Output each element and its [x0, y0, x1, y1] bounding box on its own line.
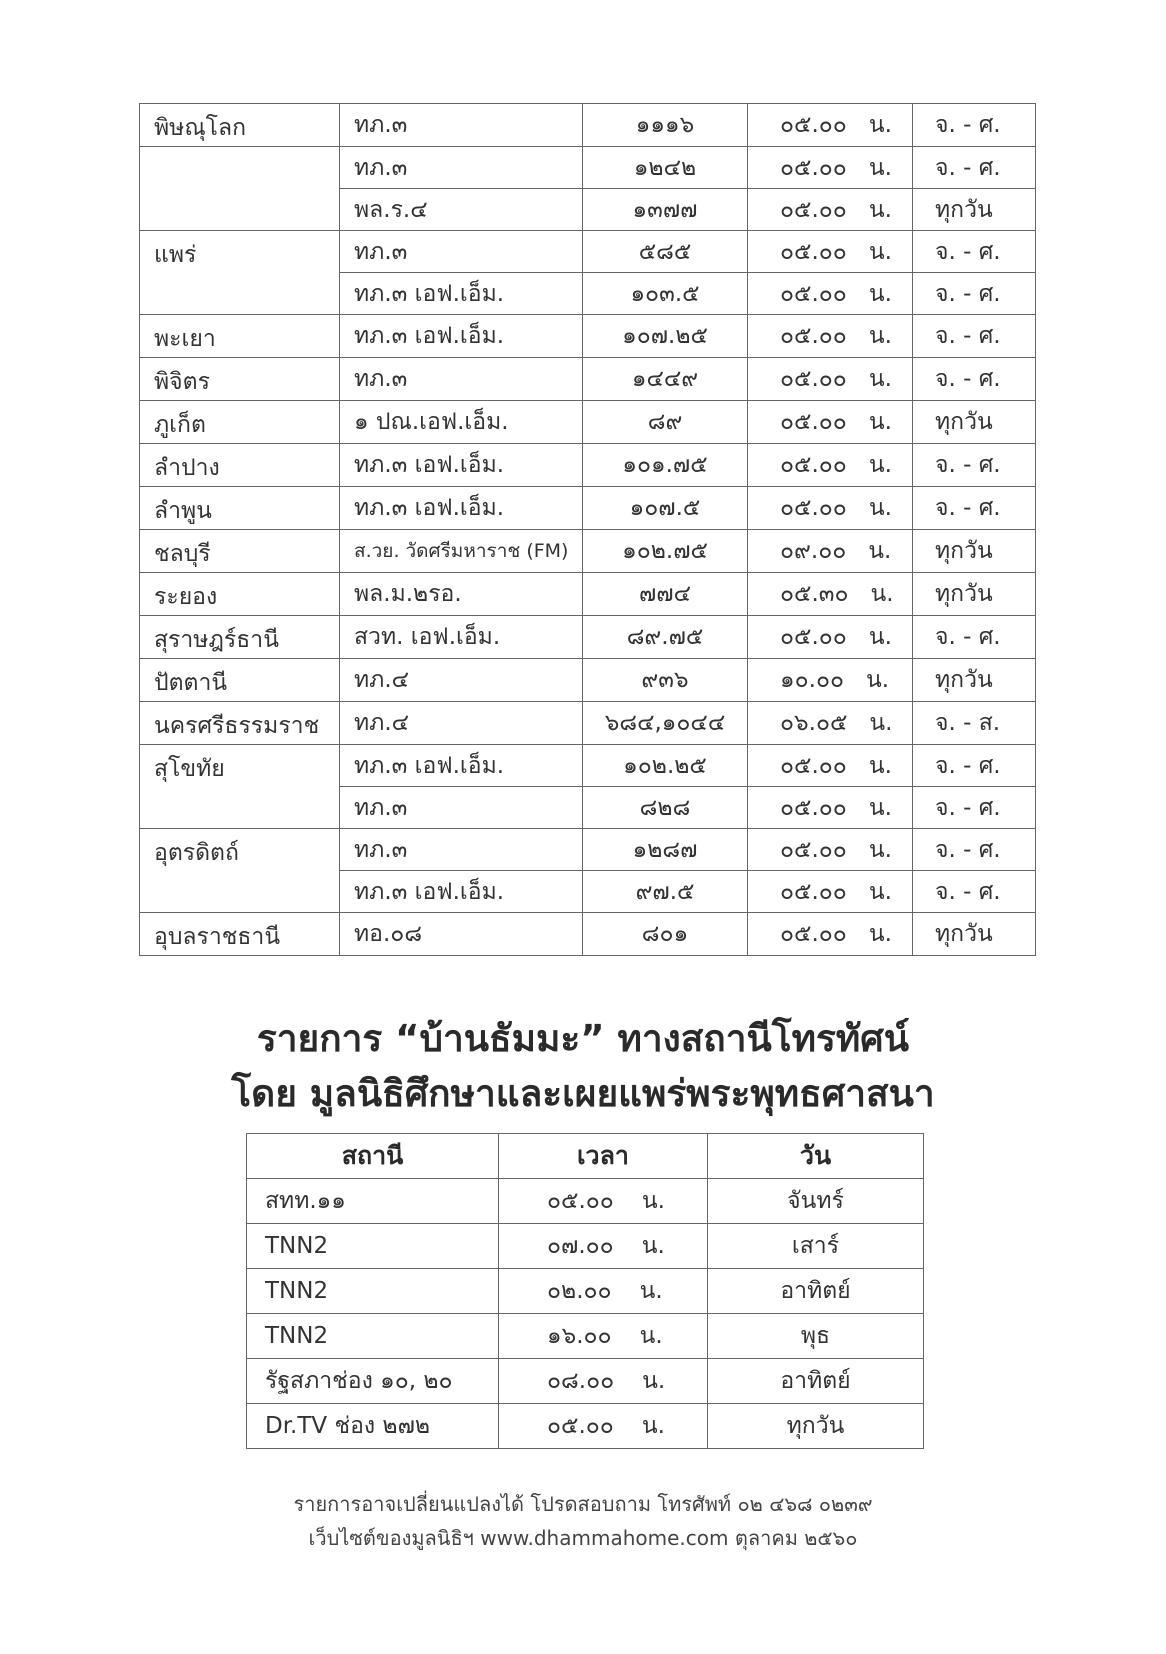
footer-contact-note: รายการอาจเปลี่ยนแปลงได้ โปรดสอบถาม โทรศัพท์ ๐๒ ๔๖๘ ๐๒๓๙ — [293, 1492, 873, 1516]
table-row — [140, 358, 1036, 401]
time-unit: น. — [868, 323, 892, 349]
time-value: ๐๕.๐๐ — [780, 409, 847, 435]
table-row — [140, 659, 1036, 702]
days-cell: จ. - ศ. — [913, 147, 1036, 189]
station-cell: TNN2 — [247, 1224, 499, 1269]
time-unit: น. — [642, 1368, 666, 1394]
table-row — [140, 913, 1036, 956]
time-cell — [748, 487, 913, 530]
time-cell — [748, 659, 913, 702]
time-cell — [748, 444, 913, 487]
days-cell: จ. - ศ. — [913, 745, 1036, 787]
time-value: ๐๕.๓๐ — [780, 581, 849, 607]
station-cell: ทภ.๓ เอฟ.เอ็ม. — [340, 487, 583, 530]
table-header-row — [247, 1134, 924, 1179]
time-value: ๐๕.๐๐ — [780, 878, 847, 905]
days-cell: จ. - ส. — [913, 702, 1036, 745]
days-cell: ทุกวัน — [913, 573, 1036, 616]
time-unit: น. — [641, 1233, 665, 1259]
days-cell: จ. - ศ. — [913, 616, 1036, 659]
frequency-cell: ๘๙ — [583, 401, 748, 444]
time-cell — [748, 616, 913, 659]
time-unit: น. — [868, 366, 892, 392]
time-value: ๐๕.๐๐ — [780, 794, 847, 821]
frequency-cell: ๑๐๓.๕ — [583, 273, 748, 315]
time-unit: น. — [868, 452, 892, 478]
station-cell: ทภ.๓ — [340, 231, 583, 273]
station-cell: TNN2 — [247, 1269, 499, 1314]
days-cell: จ. - ศ. — [913, 273, 1036, 315]
station-cell: ทภ.๓ เอฟ.เอ็ม. — [340, 273, 583, 315]
column-header-station: สถานี — [247, 1134, 499, 1179]
station-cell: TNN2 — [247, 1314, 499, 1359]
tv-schedule-table — [246, 1133, 924, 1449]
table-row — [140, 444, 1036, 487]
time-cell — [748, 104, 913, 147]
province-cell: อุบลราชธานี — [140, 913, 340, 956]
frequency-cell: ๑๐๑.๗๕ — [583, 444, 748, 487]
time-unit: น. — [868, 921, 892, 947]
column-header-time: เวลา — [499, 1134, 708, 1179]
tv-section-subtitle: โดย มูลนิธิศึกษาและเผยแพร่พระพุทธศาสนา — [231, 1072, 935, 1115]
tv-section-title: รายการ “บ้านธัมมะ” ทางสถานีโทรทัศน์ — [256, 1017, 910, 1060]
time-value: ๐๕.๐๐ — [780, 196, 847, 223]
frequency-cell: ๘๐๑ — [583, 913, 748, 956]
time-cell — [499, 1269, 708, 1314]
station-cell: ๑ ปณ.เอฟ.เอ็ม. — [340, 401, 583, 444]
time-cell — [499, 1179, 708, 1224]
time-cell — [748, 401, 913, 444]
days-cell: จ. - ศ. — [913, 871, 1036, 913]
time-cell — [748, 358, 913, 401]
time-unit: น. — [868, 238, 892, 265]
station-cell: ทภ.๓ เอฟ.เอ็ม. — [340, 315, 583, 358]
time-value: ๐๕.๐๐ — [780, 752, 847, 779]
time-cell — [499, 1404, 708, 1449]
station-cell: ทภ.๓ เอฟ.เอ็ม. — [340, 871, 583, 913]
table-row — [140, 829, 1036, 871]
table-row — [140, 315, 1036, 358]
province-cell: อุตรดิตถ์ — [140, 829, 340, 913]
time-cell — [748, 273, 913, 315]
time-cell — [748, 871, 913, 913]
time-unit: น. — [868, 794, 892, 821]
time-cell — [748, 913, 913, 956]
province-cell: ภูเก็ต — [140, 401, 340, 444]
province-cell: สุราษฎร์ธานี — [140, 616, 340, 659]
table-row — [140, 104, 1036, 147]
table-row — [247, 1314, 924, 1359]
station-cell: พล.ม.๒รอ. — [340, 573, 583, 616]
station-cell: ทภ.๓ — [340, 829, 583, 871]
time-value: ๐๙.๐๐ — [780, 538, 847, 564]
time-value: ๐๕.๐๐ — [780, 921, 847, 947]
time-unit: น. — [639, 1323, 663, 1349]
time-cell — [748, 530, 913, 573]
days-cell: จ. - ศ. — [913, 315, 1036, 358]
time-unit: น. — [639, 1278, 663, 1304]
day-cell: จันทร์ — [708, 1179, 924, 1224]
province-cell: พะเยา — [140, 315, 340, 358]
time-unit: น. — [641, 1188, 665, 1214]
time-value: ๐๕.๐๐ — [780, 624, 847, 650]
days-cell: จ. - ศ. — [913, 829, 1036, 871]
station-cell: ทภ.๓ — [340, 147, 583, 189]
frequency-cell: ๑๔๔๙ — [583, 358, 748, 401]
time-cell — [499, 1224, 708, 1269]
station-cell: ทภ.๓ — [340, 787, 583, 829]
days-cell: ทุกวัน — [913, 659, 1036, 702]
time-cell — [748, 829, 913, 871]
time-unit: น. — [868, 280, 892, 307]
time-value: ๐๕.๐๐ — [780, 238, 847, 265]
frequency-cell: ๑๑๑๖ — [583, 104, 748, 147]
province-cell: สุโขทัย — [140, 745, 340, 829]
day-cell: อาทิตย์ — [708, 1359, 924, 1404]
frequency-cell: ๕๘๕ — [583, 231, 748, 273]
station-cell: ทภ.๔ — [340, 659, 583, 702]
province-cell — [140, 147, 340, 231]
time-value: ๐๕.๐๐ — [780, 452, 847, 478]
time-unit: น. — [868, 624, 892, 650]
station-name: ส.วย. วัดศรีมหาราช (FM) — [354, 540, 569, 562]
days-cell: ทุกวัน — [913, 530, 1036, 573]
time-unit: น. — [868, 538, 892, 564]
time-unit: น. — [641, 1413, 665, 1439]
province-cell: ระยอง — [140, 573, 340, 616]
time-cell — [748, 147, 913, 189]
province-cell: ปัตตานี — [140, 659, 340, 702]
station-cell: ทภ.๓ — [340, 358, 583, 401]
time-cell — [748, 787, 913, 829]
days-cell: จ. - ศ. — [913, 104, 1036, 147]
time-value: ๐๒.๐๐ — [547, 1278, 612, 1304]
frequency-cell: ๑๐๗.๒๕ — [583, 315, 748, 358]
table-row — [247, 1269, 924, 1314]
station-cell: ทภ.๓ เอฟ.เอ็ม. — [340, 745, 583, 787]
time-value: ๐๕.๐๐ — [780, 495, 847, 521]
time-cell — [748, 231, 913, 273]
column-header-day: วัน — [708, 1134, 924, 1179]
days-cell: ทุกวัน — [913, 401, 1036, 444]
province-cell: ชลบุรี — [140, 530, 340, 573]
time-cell — [748, 315, 913, 358]
station-cell: ทภ.๓ เอฟ.เอ็ม. — [340, 444, 583, 487]
time-cell — [748, 745, 913, 787]
time-unit: น. — [868, 836, 892, 863]
days-cell: จ. - ศ. — [913, 358, 1036, 401]
time-value: ๐๕.๐๐ — [780, 836, 847, 863]
province-cell: นครศรีธรรมราช — [140, 702, 340, 745]
province-cell: ลำปาง — [140, 444, 340, 487]
frequency-cell: ๗๗๔ — [583, 573, 748, 616]
station-cell: พล.ร.๔ — [340, 189, 583, 231]
frequency-cell: ๑๐๒.๒๕ — [583, 745, 748, 787]
time-value: ๑๖.๐๐ — [547, 1323, 612, 1349]
day-cell: อาทิตย์ — [708, 1269, 924, 1314]
station-cell: สทท.๑๑ — [247, 1179, 499, 1224]
table-row — [140, 401, 1036, 444]
time-cell — [748, 573, 913, 616]
time-unit: น. — [866, 667, 890, 693]
day-cell: ทุกวัน — [708, 1404, 924, 1449]
frequency-cell: ๑๒๘๗ — [583, 829, 748, 871]
days-cell: จ. - ศ. — [913, 444, 1036, 487]
time-unit: น. — [870, 581, 894, 607]
table-row — [140, 487, 1036, 530]
table-row — [247, 1404, 924, 1449]
time-value: ๐๗.๐๐ — [547, 1233, 614, 1259]
days-cell: จ. - ศ. — [913, 787, 1036, 829]
days-cell: จ. - ศ. — [913, 487, 1036, 530]
time-cell — [748, 702, 913, 745]
time-unit: น. — [868, 409, 892, 435]
table-row — [140, 745, 1036, 787]
time-cell — [499, 1314, 708, 1359]
frequency-cell: ๑๓๗๗ — [583, 189, 748, 231]
table-row — [140, 530, 1036, 573]
days-cell: ทุกวัน — [913, 189, 1036, 231]
station-cell: ทอ.๐๘ — [340, 913, 583, 956]
frequency-cell: ๑๐๗.๕ — [583, 487, 748, 530]
footer-website-note: เว็บไซต์ของมูลนิธิฯ www.dhammahome.com ตุลาคม ๒๕๖๐ — [308, 1526, 858, 1550]
time-value: ๐๕.๐๐ — [780, 112, 847, 138]
radio-schedule-table — [139, 103, 1036, 956]
time-unit: น. — [868, 752, 892, 779]
station-cell: Dr.TV ช่อง ๒๗๒ — [247, 1404, 499, 1449]
time-value: ๐๕.๐๐ — [780, 323, 847, 349]
time-unit: น. — [868, 112, 892, 138]
frequency-cell: ๑๒๔๒ — [583, 147, 748, 189]
time-cell — [748, 189, 913, 231]
time-unit: น. — [868, 495, 892, 521]
days-cell: จ. - ศ. — [913, 231, 1036, 273]
station-cell: สวท. เอฟ.เอ็ม. — [340, 616, 583, 659]
frequency-cell: ๑๐๒.๗๕ — [583, 530, 748, 573]
table-row — [247, 1224, 924, 1269]
frequency-cell: ๙๗.๕ — [583, 871, 748, 913]
time-value: ๑๐.๐๐ — [780, 667, 845, 693]
time-value: ๐๖.๐๕ — [780, 710, 848, 736]
table-row — [247, 1179, 924, 1224]
station-cell: รัฐสภาช่อง ๑๐, ๒๐ — [247, 1359, 499, 1404]
table-row — [140, 147, 1036, 189]
province-cell: แพร่ — [140, 231, 340, 315]
province-cell: ลำพูน — [140, 487, 340, 530]
province-cell: พิษณุโลก — [140, 104, 340, 147]
table-row — [140, 573, 1036, 616]
time-value: ๐๕.๐๐ — [780, 280, 847, 307]
station-cell: ทภ.๔ — [340, 702, 583, 745]
frequency-cell: ๘๙.๗๕ — [583, 616, 748, 659]
table-row — [140, 231, 1036, 273]
time-cell — [499, 1359, 708, 1404]
station-cell: ทภ.๓ — [340, 104, 583, 147]
station-cell — [340, 530, 583, 573]
time-value: ๐๕.๐๐ — [547, 1188, 614, 1214]
time-value: ๐๕.๐๐ — [547, 1413, 614, 1439]
frequency-cell: ๖๘๔,๑๐๔๔ — [583, 702, 748, 745]
table-row — [247, 1359, 924, 1404]
table-row — [140, 616, 1036, 659]
time-value: ๐๘.๐๐ — [547, 1368, 615, 1394]
frequency-cell: ๙๓๖ — [583, 659, 748, 702]
day-cell: เสาร์ — [708, 1224, 924, 1269]
day-cell: พุธ — [708, 1314, 924, 1359]
time-unit: น. — [868, 196, 892, 223]
province-cell: พิจิตร — [140, 358, 340, 401]
time-value: ๐๕.๐๐ — [780, 154, 847, 181]
time-unit: น. — [869, 710, 893, 736]
days-cell: ทุกวัน — [913, 913, 1036, 956]
time-unit: น. — [868, 878, 892, 905]
frequency-cell: ๘๒๘ — [583, 787, 748, 829]
time-value: ๐๕.๐๐ — [780, 366, 847, 392]
table-row — [140, 702, 1036, 745]
time-unit: น. — [868, 154, 892, 181]
